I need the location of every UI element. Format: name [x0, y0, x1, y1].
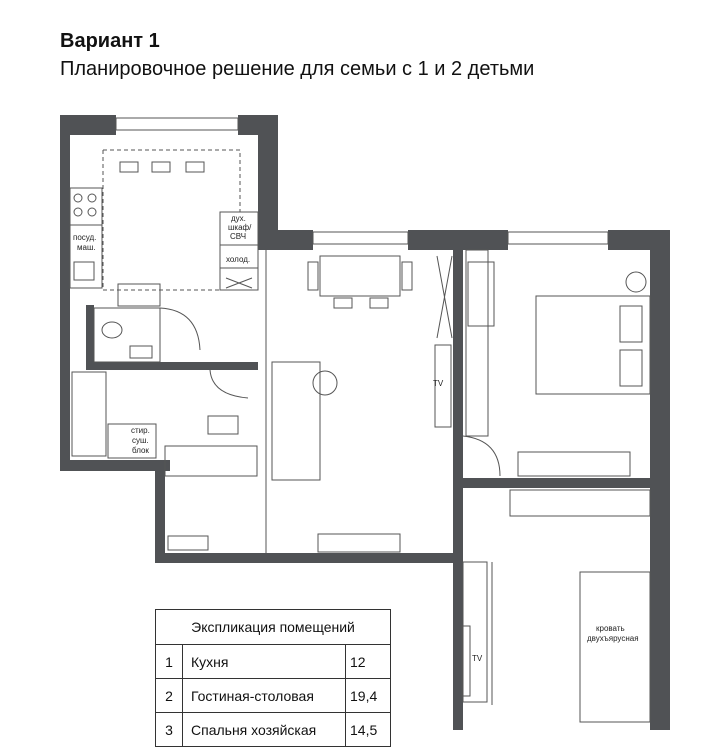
- bath-sink: [208, 416, 238, 434]
- stool-1: [120, 162, 138, 172]
- legend-table: [156, 645, 390, 746]
- windows: [116, 118, 608, 244]
- kids-wardrobe: [510, 490, 650, 516]
- labels: [73, 214, 639, 663]
- legend-row: [156, 713, 390, 747]
- kids-desk: [463, 562, 487, 702]
- bathtub: [72, 372, 106, 456]
- living-console: [318, 534, 400, 552]
- legend-row: [156, 679, 390, 713]
- wc-sink: [130, 346, 152, 358]
- label-laundry-3: блок: [132, 446, 149, 455]
- wc-door-arc: [160, 308, 200, 350]
- bath-door-arc: [210, 370, 248, 398]
- label-fridge: холод.: [226, 255, 251, 264]
- bedroom-wardrobe-side: [466, 250, 488, 436]
- label-laundry-1: стир.: [131, 426, 150, 435]
- bed-master: [536, 296, 650, 394]
- legend-row-area: 19,4: [346, 679, 391, 713]
- wall-bottom: [155, 553, 463, 563]
- bedroom-door-arc: [463, 436, 500, 476]
- label-dishwasher-2: маш.: [77, 243, 96, 252]
- window-kitchen: [116, 118, 238, 130]
- page-title: Вариант 1: [60, 30, 160, 52]
- kitchen-dashed: [103, 150, 240, 290]
- label-oven-1: дух.: [231, 214, 246, 223]
- page-subtitle: Планировочное решение для семьи с 1 и 2 детьми: [60, 58, 535, 80]
- label-oven-2: шкаф/: [228, 223, 252, 232]
- chair-b2: [370, 298, 388, 308]
- wall-bath-bottom: [60, 460, 170, 471]
- wall-hall-left: [155, 460, 165, 560]
- label-bunk-1: кровать: [596, 624, 625, 633]
- legend-row-area: 12: [346, 645, 391, 679]
- hob-3: [74, 208, 82, 216]
- bedroom-wardrobe: [518, 452, 630, 476]
- label-oven-3: СВЧ: [230, 232, 247, 241]
- toilet: [102, 322, 122, 338]
- legend-row-num: 1: [165, 653, 173, 670]
- hob-4: [88, 208, 96, 216]
- legend-row-num: 2: [156, 679, 183, 713]
- wall-living-bedroom: [453, 230, 463, 560]
- wall-living-top-left: [258, 230, 313, 250]
- legend-row-area: 14,5: [346, 713, 391, 747]
- label-bunk-2: двухъярусная: [587, 634, 639, 643]
- fridge-cross: [226, 278, 252, 288]
- legend-row: [156, 645, 390, 679]
- label-dishwasher-1: посуд.: [73, 233, 97, 242]
- hall-wardrobe: [165, 446, 257, 476]
- living-dining-table: [320, 256, 400, 296]
- legend-title: Экспликация помещений: [156, 610, 390, 645]
- lamp-living: [313, 371, 337, 395]
- legend-row-num: 3: [156, 713, 183, 747]
- kitchen-sink: [74, 262, 94, 280]
- chair-l1: [308, 262, 318, 290]
- label-tv-living: TV: [433, 379, 444, 388]
- legend-body: [156, 645, 390, 746]
- legend-row-name: Спальня хозяйская: [183, 713, 346, 747]
- bedroom-lamp: [626, 272, 646, 292]
- pillow-1: [620, 306, 642, 342]
- window-bedroom: [508, 232, 608, 244]
- label-tv-kids: TV: [472, 654, 483, 663]
- pillow-2: [620, 350, 642, 386]
- chair-b1: [334, 298, 352, 308]
- chair-r1: [402, 262, 412, 290]
- stool-3: [186, 162, 204, 172]
- shower-tray: [118, 284, 160, 306]
- sofa: [272, 362, 320, 480]
- window-living: [313, 232, 408, 244]
- wall-kitchen-right: [258, 115, 278, 245]
- hob-1: [74, 194, 82, 202]
- legend-row-name: Кухня: [183, 645, 346, 679]
- bunk-bed: [580, 572, 650, 722]
- bedroom-desk: [468, 262, 494, 326]
- wall-bath-top: [92, 362, 258, 370]
- hall-shoe: [168, 536, 208, 550]
- living-wardrobe-cross: [437, 256, 452, 338]
- wall-wc-left: [86, 305, 94, 370]
- hob-2: [88, 194, 96, 202]
- label-laundry-2: суш.: [132, 436, 149, 445]
- wall-kitchen-left: [60, 115, 70, 471]
- legend-row-name: Гостиная-столовая: [183, 679, 346, 713]
- room-legend: [155, 609, 391, 747]
- stool-2: [152, 162, 170, 172]
- wall-bedroom-bottom: [453, 478, 653, 488]
